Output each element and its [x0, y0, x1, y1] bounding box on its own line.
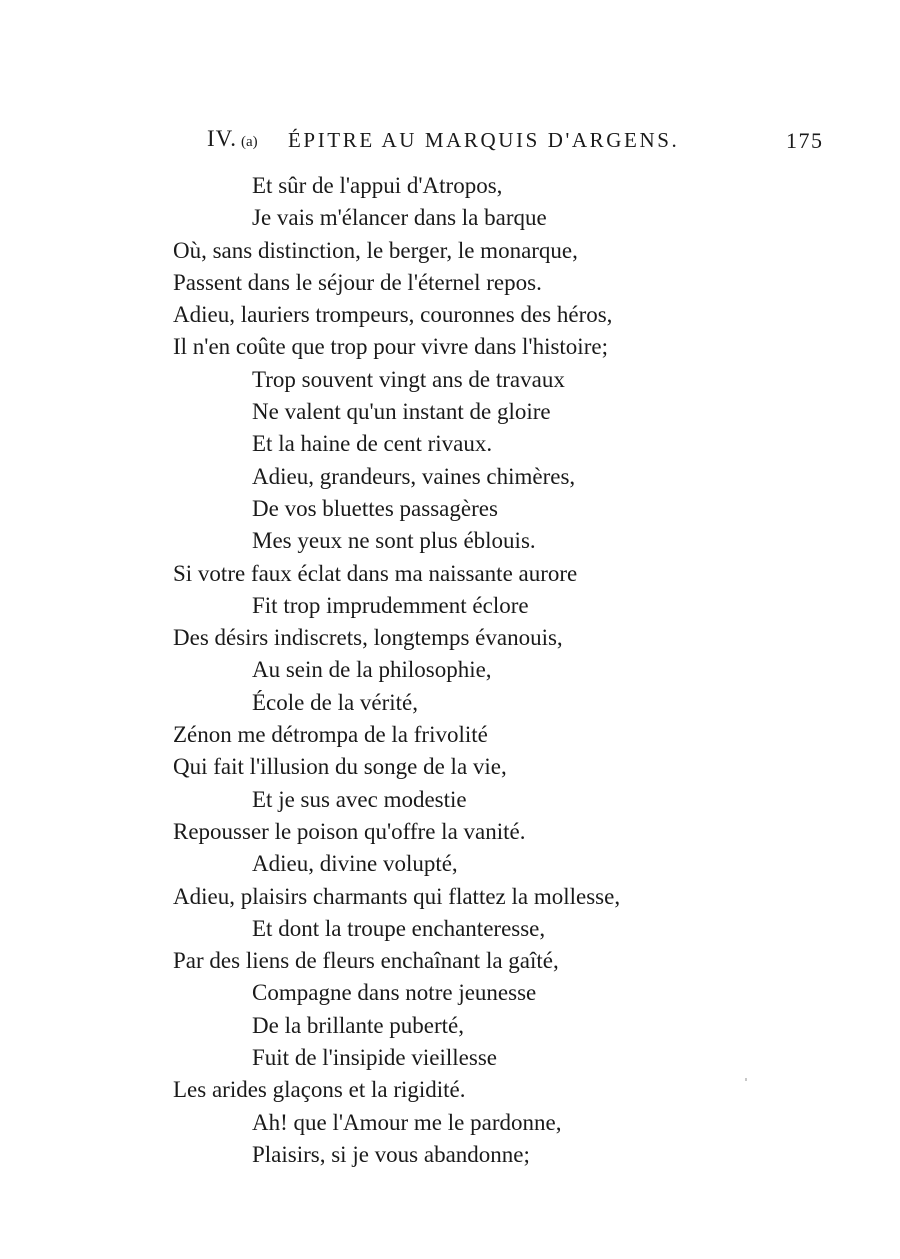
- verse-line: Fuit de l'insipide vieillesse: [252, 1045, 497, 1071]
- verse-line: Et sûr de l'appui d'Atropos,: [252, 173, 503, 198]
- verse-line: Par des liens de fleurs enchaînant la gaîté,: [173, 948, 559, 974]
- verse-line: Ah! que l'Amour me le pardonne,: [252, 1109, 562, 1135]
- paper-speck: [745, 1078, 747, 1081]
- verse-line: Des désirs indiscrets, longtemps évanouis,: [173, 625, 563, 651]
- verse-line: Au sein de la philosophie,: [252, 657, 492, 683]
- verse-line: Je vais m'élancer dans la barque: [252, 205, 547, 231]
- verse-line: Repousser le poison qu'offre la vanité.: [173, 818, 526, 844]
- page-title: ÉPITRE AU MARQUIS D'ARGENS.: [288, 128, 680, 152]
- verse-line: École de la vérité,: [252, 689, 419, 715]
- verse-line: Adieu, plaisirs charmants qui flattez la mollesse,: [173, 883, 621, 909]
- verse-line: Compagne dans notre jeunesse: [252, 980, 537, 1006]
- verse-line: De vos bluettes passagères: [252, 495, 498, 521]
- verse-line: Ne valent qu'un instant de gloire: [252, 399, 551, 425]
- verse-line: Adieu, divine volupté,: [252, 851, 458, 877]
- running-header: [0, 126, 900, 162]
- verse-line: Zénon me détrompa de la frivolité: [173, 722, 488, 748]
- verse-line: Et dont la troupe enchanteresse,: [252, 915, 546, 941]
- poem: [0, 170, 900, 1171]
- verse-line: Qui fait l'illusion du songe de la vie,: [173, 754, 507, 780]
- verse-line: Passent dans le séjour de l'éternel repos.: [173, 269, 542, 295]
- verse-line: Mes yeux ne sont plus éblouis.: [252, 528, 536, 554]
- verse-line: Si votre faux éclat dans ma naissante aurore: [173, 560, 578, 586]
- verse-line: Plaisirs, si je vous abandonne;: [252, 1141, 530, 1167]
- verse-line: Et la haine de cent rivaux.: [252, 431, 493, 457]
- verse-line: Il n'en coûte que trop pour vivre dans l'histoire;: [173, 334, 608, 360]
- section-number: IV.: [207, 126, 238, 151]
- page-number: 175: [786, 128, 824, 153]
- verse-line: De la brillante puberté,: [252, 1012, 465, 1038]
- verse-line: Où, sans distinction, le berger, le monarque,: [173, 237, 578, 263]
- verse-line: Adieu, lauriers trompeurs, couronnes des héros,: [173, 302, 613, 328]
- verse-line: Adieu, grandeurs, vaines chimères,: [252, 463, 576, 489]
- section-mark: (a): [241, 134, 258, 150]
- verse-line: Et je sus avec modestie: [252, 786, 467, 812]
- verse-line: Trop souvent vingt ans de travaux: [252, 366, 565, 392]
- verse-line: Les arides glaçons et la rigidité.: [173, 1077, 466, 1103]
- verse-line: Fit trop imprudemment éclore: [252, 592, 529, 618]
